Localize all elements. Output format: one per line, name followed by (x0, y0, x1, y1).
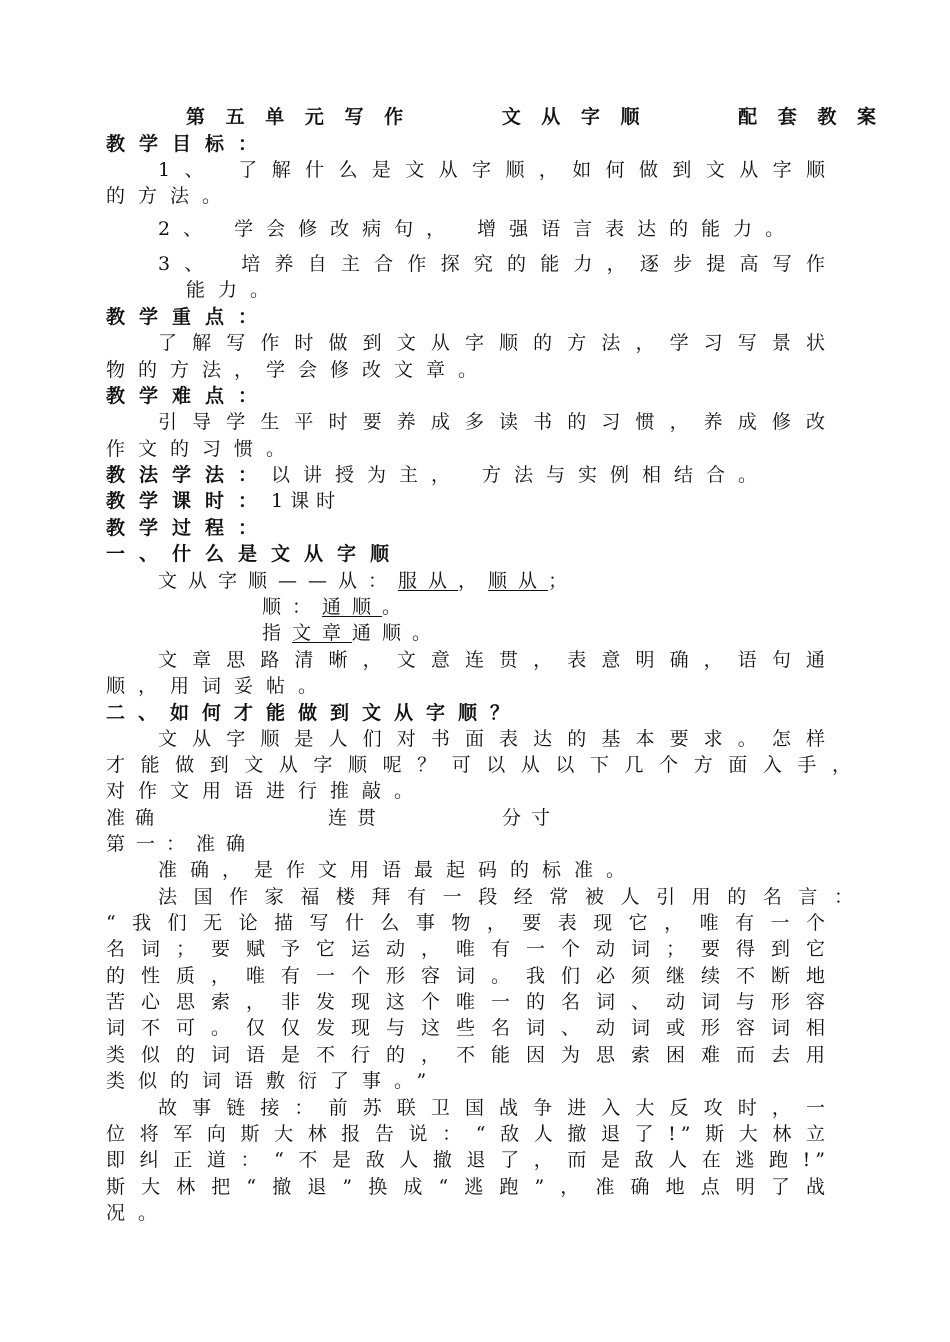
section-1-heading: 一、什么是文从字顺 (106, 543, 404, 565)
quote-line-8: 类似的词语敷衍了事。” (106, 1070, 440, 1092)
quote-line-3: 名词；要赋予它运动，唯有一个动词；要得到它 (106, 938, 830, 960)
section-2-heading: 二、如何才能做到文从字顺？ (106, 702, 523, 724)
quote-line-4: 的性质，唯有一个形容词。我们必须继续不断地 (106, 965, 830, 987)
goal-3-line-1: 3、 培养自主合作探究的能力，逐步提高写作 (158, 253, 830, 275)
difficulties-line-1: 引导学生平时要养成多读书的习惯，养成修改 (158, 411, 830, 433)
story-line-5: 况。 (106, 1202, 171, 1224)
method-label: 教法学法： (106, 464, 272, 486)
key-points-line-1: 了解写作时做到文从字顺的方法，学习写景状 (158, 332, 830, 354)
document-title: 第 五 单 元 写 作 文 从 字 顺 配 套 教 案 (186, 106, 883, 128)
definition-period: 。 (382, 596, 413, 618)
goal-1-line-2: 的方法。 (106, 185, 235, 207)
definition-line-1 (158, 568, 578, 594)
goal-3-line-2: 能力。 (186, 279, 283, 301)
goal-1-line-1: 1、 了解什么是文从字顺，如何做到文从字顺 (158, 159, 830, 181)
story-line-1: 故事链接：前苏联卫国战争进入大反攻时，一 (158, 1097, 830, 1119)
method-row (106, 462, 770, 488)
quote-line-2: “我们无论描写什么事物，要表现它，唯有一个 (106, 912, 830, 934)
definition-shun-label: 顺： (262, 596, 323, 618)
key-points-line-2: 物的方法，学会修改文章。 (106, 359, 491, 381)
process-heading: 教学过程： (106, 517, 272, 539)
definition-smooth-end: 通顺。 (352, 622, 443, 644)
quote-line-7: 类似的词语是不行的，不能因为思索困难而去用 (106, 1044, 830, 1066)
definition-comma: ， (458, 570, 489, 592)
definition-line-4: 文章思路清晰，文意连贯，表意明确，语句通 (158, 649, 830, 671)
hours-label: 教学课时： (106, 490, 272, 512)
quote-line-6: 词不可。仅仅发现与这些名词、动词或形容词相 (106, 1017, 830, 1039)
hours-text: 1课时 (271, 490, 343, 512)
first-point-label: 第一：准确 (106, 833, 257, 855)
definition-line-3 (262, 620, 442, 646)
goals-heading: 教学目标： (106, 133, 272, 155)
aspect-coherence: 连贯 (328, 807, 387, 829)
section-2-line-3: 对作文用语进行推敲。 (106, 780, 427, 802)
quote-line-1: 法国作家福楼拜有一段经常被人引用的名言： (158, 886, 858, 908)
definition-semicolon: ； (548, 570, 579, 592)
aspect-propriety: 分寸 (502, 807, 561, 829)
definition-smooth: 通顺 (322, 596, 383, 618)
story-line-3: 即纠正道：“不是敌人撤退了，而是敌人在逃跑!” (106, 1149, 830, 1171)
definition-comply: 顺从 (488, 570, 549, 592)
section-2-line-1: 文从字顺是人们对书面表达的基本要求。怎样 (158, 728, 830, 750)
hours-row (106, 488, 342, 514)
definition-refers: 指 (262, 622, 293, 644)
definition-obey: 服从 (398, 570, 459, 592)
method-text: 以讲授为主， 方法与实例相结合。 (271, 464, 771, 486)
difficulties-heading: 教学难点： (106, 385, 272, 407)
definition-line-5: 顺，用词妥帖。 (106, 675, 331, 697)
story-line-4: 斯大林把“撤退”换成“逃跑”，准确地点明了战 (106, 1176, 830, 1198)
accuracy-statement: 准确，是作文用语最起码的标准。 (158, 859, 639, 881)
goal-2: 2、 学会修改病句， 增强语言表达的能力。 (158, 218, 798, 240)
section-2-line-2: 才能做到文从字顺呢？可以从以下几个方面入手， (106, 754, 856, 776)
definition-line-2 (262, 594, 412, 620)
aspect-accuracy: 准确 (106, 807, 165, 829)
quote-line-5: 苦心思索，非发现这个唯一的名词、动词与形容 (106, 991, 830, 1013)
definition-article: 文章 (292, 622, 353, 644)
definition-term: 文从字顺——从： (158, 570, 399, 592)
difficulties-line-2: 作文的习惯。 (106, 438, 299, 460)
key-points-heading: 教学重点： (106, 306, 272, 328)
story-line-2: 位将军向斯大林报告说：“敌人撤退了!”斯大林立 (106, 1123, 830, 1145)
